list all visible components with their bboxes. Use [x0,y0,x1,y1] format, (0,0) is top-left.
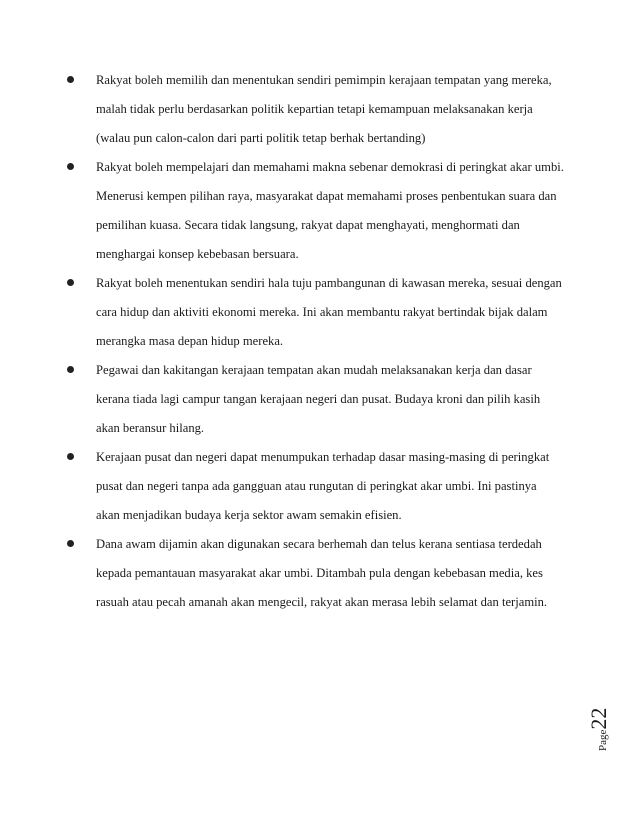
text-line: cara hidup dan aktiviti ekonomi mereka. Ini akan membantu rakyat bertindak bijak dalam [96,305,548,319]
bullet-icon [67,540,74,547]
text-line: kerana tiada lagi campur tangan kerajaan negeri dan pusat. Budaya kroni dan pilih kasih [96,392,541,406]
text-line: Rakyat boleh menentukan sendiri hala tuju pambangunan di kawasan mereka, sesuai dengan [96,276,562,290]
bullet-icon [67,453,74,460]
bullet-icon [67,163,74,170]
page-number-value: 22 [586,707,611,730]
bullet-paragraph [96,356,566,443]
text-line: pusat dan negeri tanpa ada gangguan atau rungutan di peringkat akar umbi. Ini pastinya [96,479,537,493]
list-item [66,153,566,269]
bullet-icon [67,76,74,83]
text-line: kepada pemantauan masyarakat akar umbi. Ditambah pula dengan kebebasan media, kes [96,566,543,580]
bullet-paragraph [96,530,566,617]
list-item [66,530,566,617]
text-line: Rakyat boleh mempelajari dan memahami makna sebenar demokrasi di peringkat akar umbi. [96,160,564,174]
bullet-paragraph [96,443,566,530]
text-line: pemilihan kuasa. Secara tidak langsung, rakyat dapat menghayati, menghormati dan [96,218,520,232]
text-line: Menerusi kempen pilihan raya, masyarakat dapat memahami proses penbentukan suara dan [96,189,557,203]
text-line: malah tidak perlu berdasarkan politik kepartian tetapi kemampuan melaksanakan kerja [96,102,533,116]
text-line: Dana awam dijamin akan digunakan secara berhemah dan telus kerana sentiasa terdedah [96,537,542,551]
text-line: (walau pun calon-calon dari parti politik tetap berhak bertanding) [96,131,426,145]
list-item [66,66,566,153]
list-item [66,443,566,530]
text-line: rasuah atau pecah amanah akan mengecil, rakyat akan merasa lebih selamat dan terjamin. [96,595,548,609]
text-line: Rakyat boleh memilih dan menentukan sendiri pemimpin kerajaan tempatan yang mereka, [96,73,552,87]
bullet-paragraph [96,269,566,356]
text-line: Pegawai dan kakitangan kerajaan tempatan akan mudah melaksanakan kerja dan dasar [96,363,532,377]
page-label: Page [597,729,609,751]
bullet-icon [67,366,74,373]
page-number [586,693,616,753]
text-line: menghargai konsep kebebasan bersuara. [96,247,299,261]
page-number-rotated [586,708,612,751]
bullet-list [66,66,566,617]
text-line: akan beransur hilang. [96,421,205,435]
text-line: Kerajaan pusat dan negeri dapat menumpukan terhadap dasar masing-masing di peringkat [96,450,550,464]
bullet-paragraph [96,153,566,269]
list-item [66,269,566,356]
bullet-icon [67,279,74,286]
bullet-paragraph [96,66,566,153]
list-item [66,356,566,443]
text-line: merangka masa depan hidup mereka. [96,334,284,348]
text-line: akan menjadikan budaya kerja sektor awam semakin efisien. [96,508,402,522]
